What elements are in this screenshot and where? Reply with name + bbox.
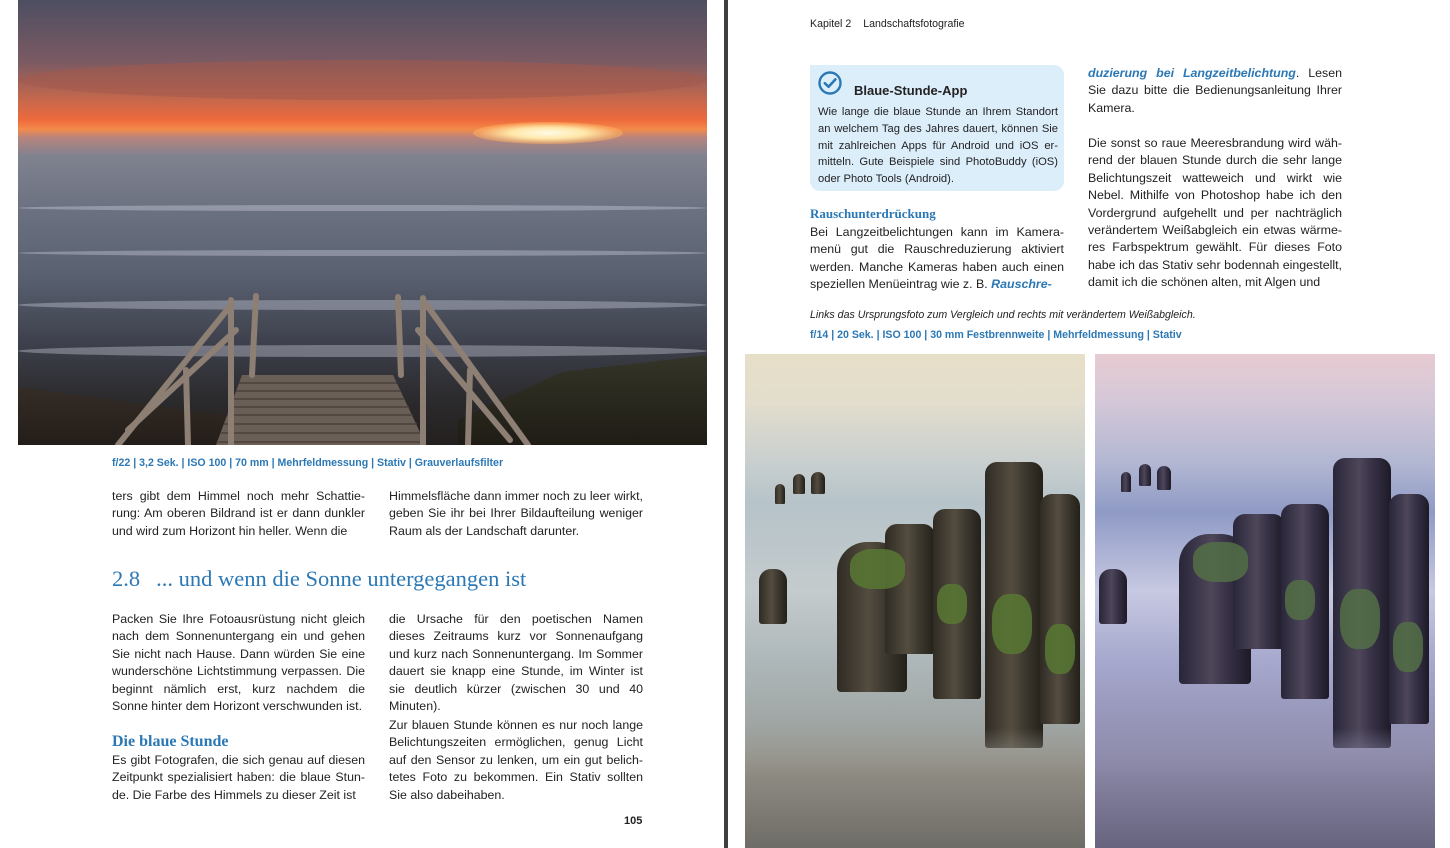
groyne-post	[885, 524, 935, 654]
railing-right	[398, 297, 528, 445]
info-box	[810, 65, 1064, 191]
section-title: ... und wenn die Sonne untergegangen ist	[156, 566, 527, 591]
moss	[1393, 622, 1423, 672]
column-2-paragraph: duzierung bei Langzeitbelichtung. Lesen Sie dazu bitte die Bedienungsanleitung Ihrer Kamera.	[1088, 66, 1342, 115]
subheading-blue-hour: Die blaue Stunde	[112, 733, 229, 750]
moss	[1193, 542, 1248, 582]
boardwalk-deck	[216, 375, 426, 445]
right-page	[728, 0, 1450, 848]
sunset-boardwalk-photo	[18, 0, 707, 445]
groyne-post	[1099, 569, 1127, 624]
column-1-top-text: ters gibt dem Himmel noch mehr Schattierung: Am oberen Bildrand ist er dann dunkler und wird zum Horizont hin heller. Wenn die	[112, 489, 365, 538]
info-box-body: Wie lange die blaue Stunde an Ihrem Standort an welchem Tag des Jahres dauert, können Sie mit zahlreichen Apps für Android und iOS ermitteln. Gute Beispiele sind PhotoBuddy (iOS) oder Photo Tools (Android).	[818, 106, 1058, 186]
groyne-post	[1389, 494, 1429, 724]
distant-post	[1139, 464, 1151, 486]
groyne-post	[759, 569, 787, 624]
info-box-title: Blaue-Stunde-App	[854, 83, 968, 98]
moss	[992, 594, 1032, 654]
moss	[937, 584, 967, 624]
page-number: 105	[624, 815, 643, 827]
section-heading	[112, 566, 526, 592]
distant-post	[793, 474, 805, 494]
column-1-paragraph: Packen Sie Ihre Fotoausrüstung nicht gleich nach dem Sonnenuntergang ein und gehen Sie nicht nach Hause. Dann würden Sie eine wunderschöne Lichtstimmung verpassen. Die beginnt nämlich erst, kurz nachdem die Sonne hinter dem Horizont verschwunden ist.	[112, 612, 365, 714]
distant-post	[811, 472, 825, 494]
moss	[1340, 589, 1380, 649]
groyne-photo-adjusted	[1095, 354, 1435, 848]
moss	[850, 549, 905, 589]
menu-term: duzierung bei Langzeitbelichtung	[1088, 66, 1296, 80]
photo-description: Links das Ursprungsfoto zum Vergleich und rechts mit verändertem Weißabgleich.	[810, 309, 1196, 321]
left-page	[0, 0, 724, 848]
photo-caption: f/14 | 20 Sek. | ISO 100 | 30 mm Festbrennweite | Mehrfeldmessung | Stativ	[810, 329, 1182, 341]
menu-term: Rauschre-	[991, 277, 1052, 292]
groyne-photo-original	[745, 354, 1085, 848]
distant-post	[775, 484, 785, 504]
column-1-paragraph: Es gibt Fotografen, die sich genau auf diesen Zeitpunkt spezialisiert haben: die blaue Stunde. Die Farbe des Himmels zu dieser Zeit ist	[112, 753, 365, 802]
photo-caption: f/22 | 3,2 Sek. | ISO 100 | 70 mm | Mehrfeldmessung | Stativ | Grauverlaufsfilter	[112, 457, 504, 469]
section-number: 2.8	[112, 566, 141, 591]
boardwalk-illustration	[18, 0, 707, 445]
column-2-paragraph: Zur blauen Stunde können es nur noch lange Belichtungszeiten ermöglichen, genug Licht auf den Sensor zu lenken, um ein gut belichtetes Foto zu bekommen. Ein Stativ sollten Sie also dabeihaben.	[389, 718, 643, 802]
check-circle-icon	[818, 71, 842, 95]
column-2-paragraph: Die sonst so raue Meeresbrandung wird während der blauen Stunde durch die sehr lange Belichtungszeit watteweich und wirkt wie Nebel. Mithilfe von Photoshop habe ich den Vordergrund aufgehellt und per nachträglich verändertem Weißabgleich ein etwas wärmeres Farbspektrum gewählt. Für dieses Foto habe ich das Stativ sehr bodennah eingestellt, damit ich die schönen alten, mit Algen und	[1088, 136, 1342, 290]
beach-sand	[745, 728, 1085, 848]
subheading-noise-reduction: Rauschunterdrückung	[810, 206, 936, 221]
moss	[1285, 580, 1315, 620]
distant-post	[1121, 472, 1131, 492]
column-2-top-text: Himmelsfläche dann immer noch zu leer wirkt, geben Sie ihr bei Ihrer Bildaufteilung weniger Raum als der Landschaft darunter.	[389, 489, 643, 538]
beach-sand	[1095, 728, 1435, 848]
chapter-title: Landschaftsfotografie	[863, 18, 965, 30]
groyne-post	[1040, 494, 1080, 724]
chapter-label: Kapitel 2	[810, 18, 852, 30]
column-1-paragraph: Bei Langzeitbelichtungen kann im Kameramenü gut die Rauschreduzierung aktiviert werden. Manche Kameras haben auch einen speziellen Menüeintrag wie z. B. Rauschre-	[810, 225, 1064, 292]
distant-post	[1157, 466, 1171, 490]
groyne-post	[1233, 514, 1285, 649]
running-head	[810, 18, 965, 30]
moss	[1045, 624, 1075, 674]
column-2-paragraph: die Ursache für den poetischen Namen dieses Zeitraums kurz vor Sonnenaufgang und kurz nach Sonnenuntergang. Im Sommer dauert sie knapp eine Stunde, im Winter ist sie deutlich kürzer (zwischen 30 und 40 Minuten).	[389, 612, 643, 714]
